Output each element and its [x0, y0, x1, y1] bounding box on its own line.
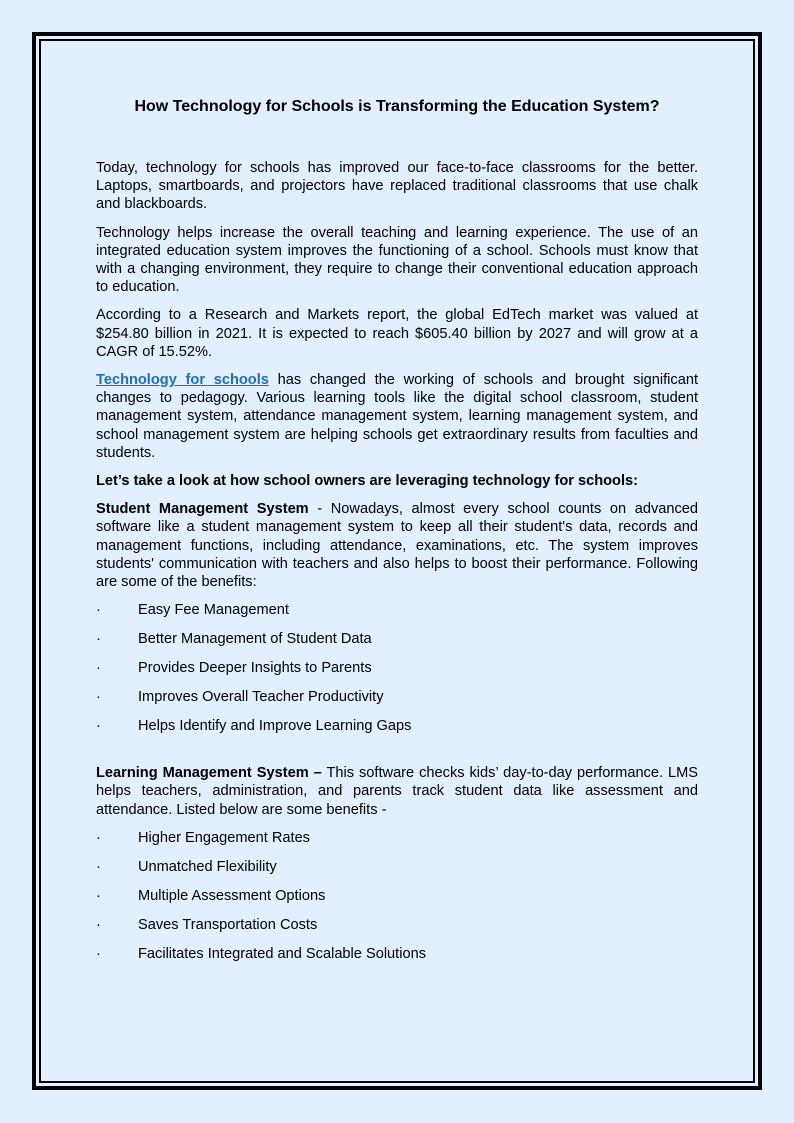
- list-item-label: Facilitates Integrated and Scalable Solutions: [138, 945, 426, 962]
- paragraph-market-report: According to a Research and Markets report, the global EdTech market was valued at $254.80 billion in 2021. It is expected to reach $605.40 billion by 2027 and will grow at a CAGR of 15.52%.: [96, 307, 698, 360]
- list-item-label: Easy Fee Management: [138, 602, 289, 619]
- list-item: [96, 659, 698, 677]
- sms-benefits-list: [96, 601, 698, 735]
- list-item: [96, 717, 698, 735]
- lms-heading: Learning Management System –: [96, 765, 322, 782]
- bullet-icon: ·: [96, 660, 101, 677]
- lms-text: This software checks kids’ day-to-day performance. LMS helps teachers, administration, and parents track student data like assessment and attendance. Listed below are some benefits -: [96, 765, 698, 818]
- bullet-icon: ·: [96, 631, 101, 648]
- paragraph-pedagogy-text: has changed the working of schools and brought significant changes to pedagogy. Various learning tools like the digital school classroom, student management system, attendance management system, learning management system, and school management system are helping schools get extraordinary results from faculties and students.: [96, 372, 698, 461]
- bullet-icon: ·: [96, 689, 101, 706]
- list-item: [96, 688, 698, 706]
- list-item: [96, 945, 698, 963]
- bullet-icon: ·: [96, 718, 101, 735]
- technology-for-schools-link[interactable]: Technology for schools: [96, 372, 269, 389]
- lms-paragraph: [96, 764, 698, 819]
- bullet-icon: ·: [96, 945, 101, 962]
- bullet-icon: ·: [96, 858, 101, 875]
- list-item: [96, 829, 698, 847]
- list-item-label: Multiple Assessment Options: [138, 887, 326, 904]
- sms-paragraph: [96, 500, 698, 591]
- bullet-icon: ·: [96, 602, 101, 619]
- article-body: [96, 159, 698, 974]
- lms-benefits-list: [96, 829, 698, 963]
- list-item-label: Better Management of Student Data: [138, 631, 372, 648]
- list-item-label: Unmatched Flexibility: [138, 858, 277, 875]
- bullet-icon: ·: [96, 916, 101, 933]
- list-item-label: Higher Engagement Rates: [138, 829, 310, 846]
- list-item-label: Provides Deeper Insights to Parents: [138, 660, 372, 677]
- page-title: How Technology for Schools is Transforming the Education System?: [134, 98, 660, 115]
- paragraph-intro: Today, technology for schools has improved our face-to-face classrooms for the better. Laptops, smartboards, and projectors have replaced traditional classrooms that use chalk and blackboards.: [96, 160, 698, 213]
- bullet-icon: ·: [96, 829, 101, 846]
- list-item-label: Helps Identify and Improve Learning Gaps: [138, 718, 412, 735]
- list-item: [96, 916, 698, 934]
- bullet-icon: ·: [96, 887, 101, 904]
- list-item-label: Saves Transportation Costs: [138, 916, 318, 933]
- section-spacer: [96, 746, 698, 764]
- list-item: [96, 858, 698, 876]
- sms-heading: Student Management System: [96, 501, 309, 518]
- sms-text: - Nowadays, almost every school counts on advanced software like a student management system to keep all their student's data, records and management functions, including attendance, examinations, etc. The system improves students' communication with teachers and also helps to boost their performance. Following are some of the benefits:: [96, 501, 698, 591]
- list-item: [96, 630, 698, 648]
- list-item-label: Improves Overall Teacher Productivity: [138, 689, 384, 706]
- paragraph-pedagogy: [96, 371, 698, 462]
- paragraph-experience: Technology helps increase the overall teaching and learning experience. The use of an integrated education system improves the functioning of a school. Schools must know that with a changing environment, they require to change their conventional education approach to education.: [96, 224, 698, 296]
- list-item: [96, 887, 698, 905]
- list-item: [96, 601, 698, 619]
- section-intro-heading-text: Let’s take a look at how school owners are leveraging technology for schools:: [96, 473, 638, 490]
- section-intro-heading: [96, 472, 698, 490]
